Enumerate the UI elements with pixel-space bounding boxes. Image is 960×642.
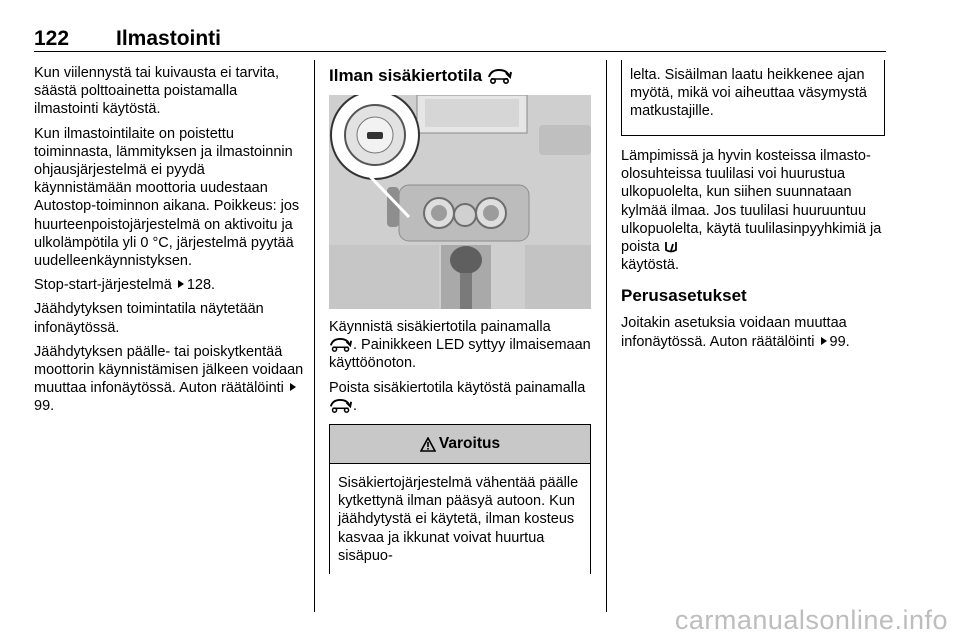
paragraph: Kun ilmastointilaite on poistettu toiminnasta, lämmityksen ja ilmastoinnin ohjausjärjestelmä ei pyydä käynnistämään moottoria uudestaan Autostop-toiminnon aikana. Poikkeus: jos huurteenpoistojärjestelmä on aktivoitu ja ulkolämpötila yli 0 °C, järjestelmä pyytää uudelleenkäynnistyksen.	[34, 125, 300, 270]
recirculation-instructions	[329, 318, 593, 421]
paragraph-customisation	[34, 343, 304, 416]
warning-title: Varoitus	[438, 435, 501, 452]
column-divider-2	[606, 60, 607, 612]
column-3	[621, 147, 889, 357]
column-divider-1	[314, 60, 315, 612]
section-title: Ilmastointi	[116, 27, 222, 50]
page-reference[interactable]: 128.	[186, 277, 216, 294]
column-1	[34, 64, 304, 422]
header-rule	[34, 51, 886, 52]
paragraph: Kun viilennystä tai kuivausta ei tarvita, säästä polttoainetta poistamalla ilmastointi käytöstä.	[34, 65, 280, 118]
warning-continuation-box: lelta. Sisäilman laatu heikkenee ajan myötä, mikä voi aiheuttaa väsymystä matkustajille.	[621, 60, 885, 136]
warning-text: Sisäkiertojärjestelmä vähentää päälle kytkettynä ilman pääsyä autoon. Kun jäähdytystä ei käytetä, ilman kosteus kasvaa ja ikkunat voivat huurtua sisäpuo-	[338, 475, 579, 564]
paragraph: Jäähdytyksen toimintatila näytetään infonäytössä.	[34, 301, 264, 336]
stopstart-text: Stop-start-järjestelmä	[34, 277, 172, 294]
recirculation-icon	[329, 398, 353, 413]
basic-settings-heading: Perusasetukset	[621, 286, 747, 306]
paragraph-settings: Joitakin asetuksia voidaan muuttaa infonäytössä. Auton räätälöinti 99.	[621, 315, 850, 350]
paragraph-activate: Käynnistä sisäkiertotila painamalla . Painikkeen LED syttyy ilmaisemaan käyttöönoton.	[329, 319, 591, 372]
watermark: carmanualsonline.info	[674, 605, 948, 635]
warning-box	[329, 424, 591, 574]
reference-arrow-icon	[178, 280, 184, 288]
dashboard-illustration	[329, 95, 591, 309]
recirculation-icon	[329, 337, 353, 352]
page-number: 122	[34, 27, 70, 50]
recirculation-icon	[487, 68, 513, 84]
warning-header	[330, 425, 590, 464]
reference-arrow-icon	[821, 337, 827, 345]
reference-arrow-icon	[290, 383, 296, 391]
customisation-text: Jäähdytyksen päälle- tai poiskytkentää moottorin käynnistämisen jälkeen voidaan muuttaa infonäytössä. Auton räätälöinti	[34, 343, 304, 397]
paragraph-windscreen: Lämpimissä ja hyvin kosteissa ilmasto-olosuhteissa tuulilasi voi huurustua ulkopuolelta, kun siihen suunnataan kylmää ilmaa. Jos tuulilasi huuruuntuu ulkopuolelta, käytä tuulilasinpyyhkimiä ja poista käytöstä.	[621, 148, 882, 274]
paragraph-deactivate: Poista sisäkiertotila käytöstä painamalla .	[329, 379, 586, 414]
recirculation-heading: Ilman sisäkiertotila	[329, 66, 483, 85]
paragraph-stopstart	[34, 276, 304, 294]
page-reference[interactable]: 99.	[34, 398, 55, 415]
recirculation-heading-row	[329, 66, 593, 86]
page-reference[interactable]: 99.	[829, 333, 850, 350]
warning-triangle-icon	[420, 437, 436, 452]
wiper-icon	[664, 240, 678, 254]
dashboard-photo	[329, 95, 591, 309]
